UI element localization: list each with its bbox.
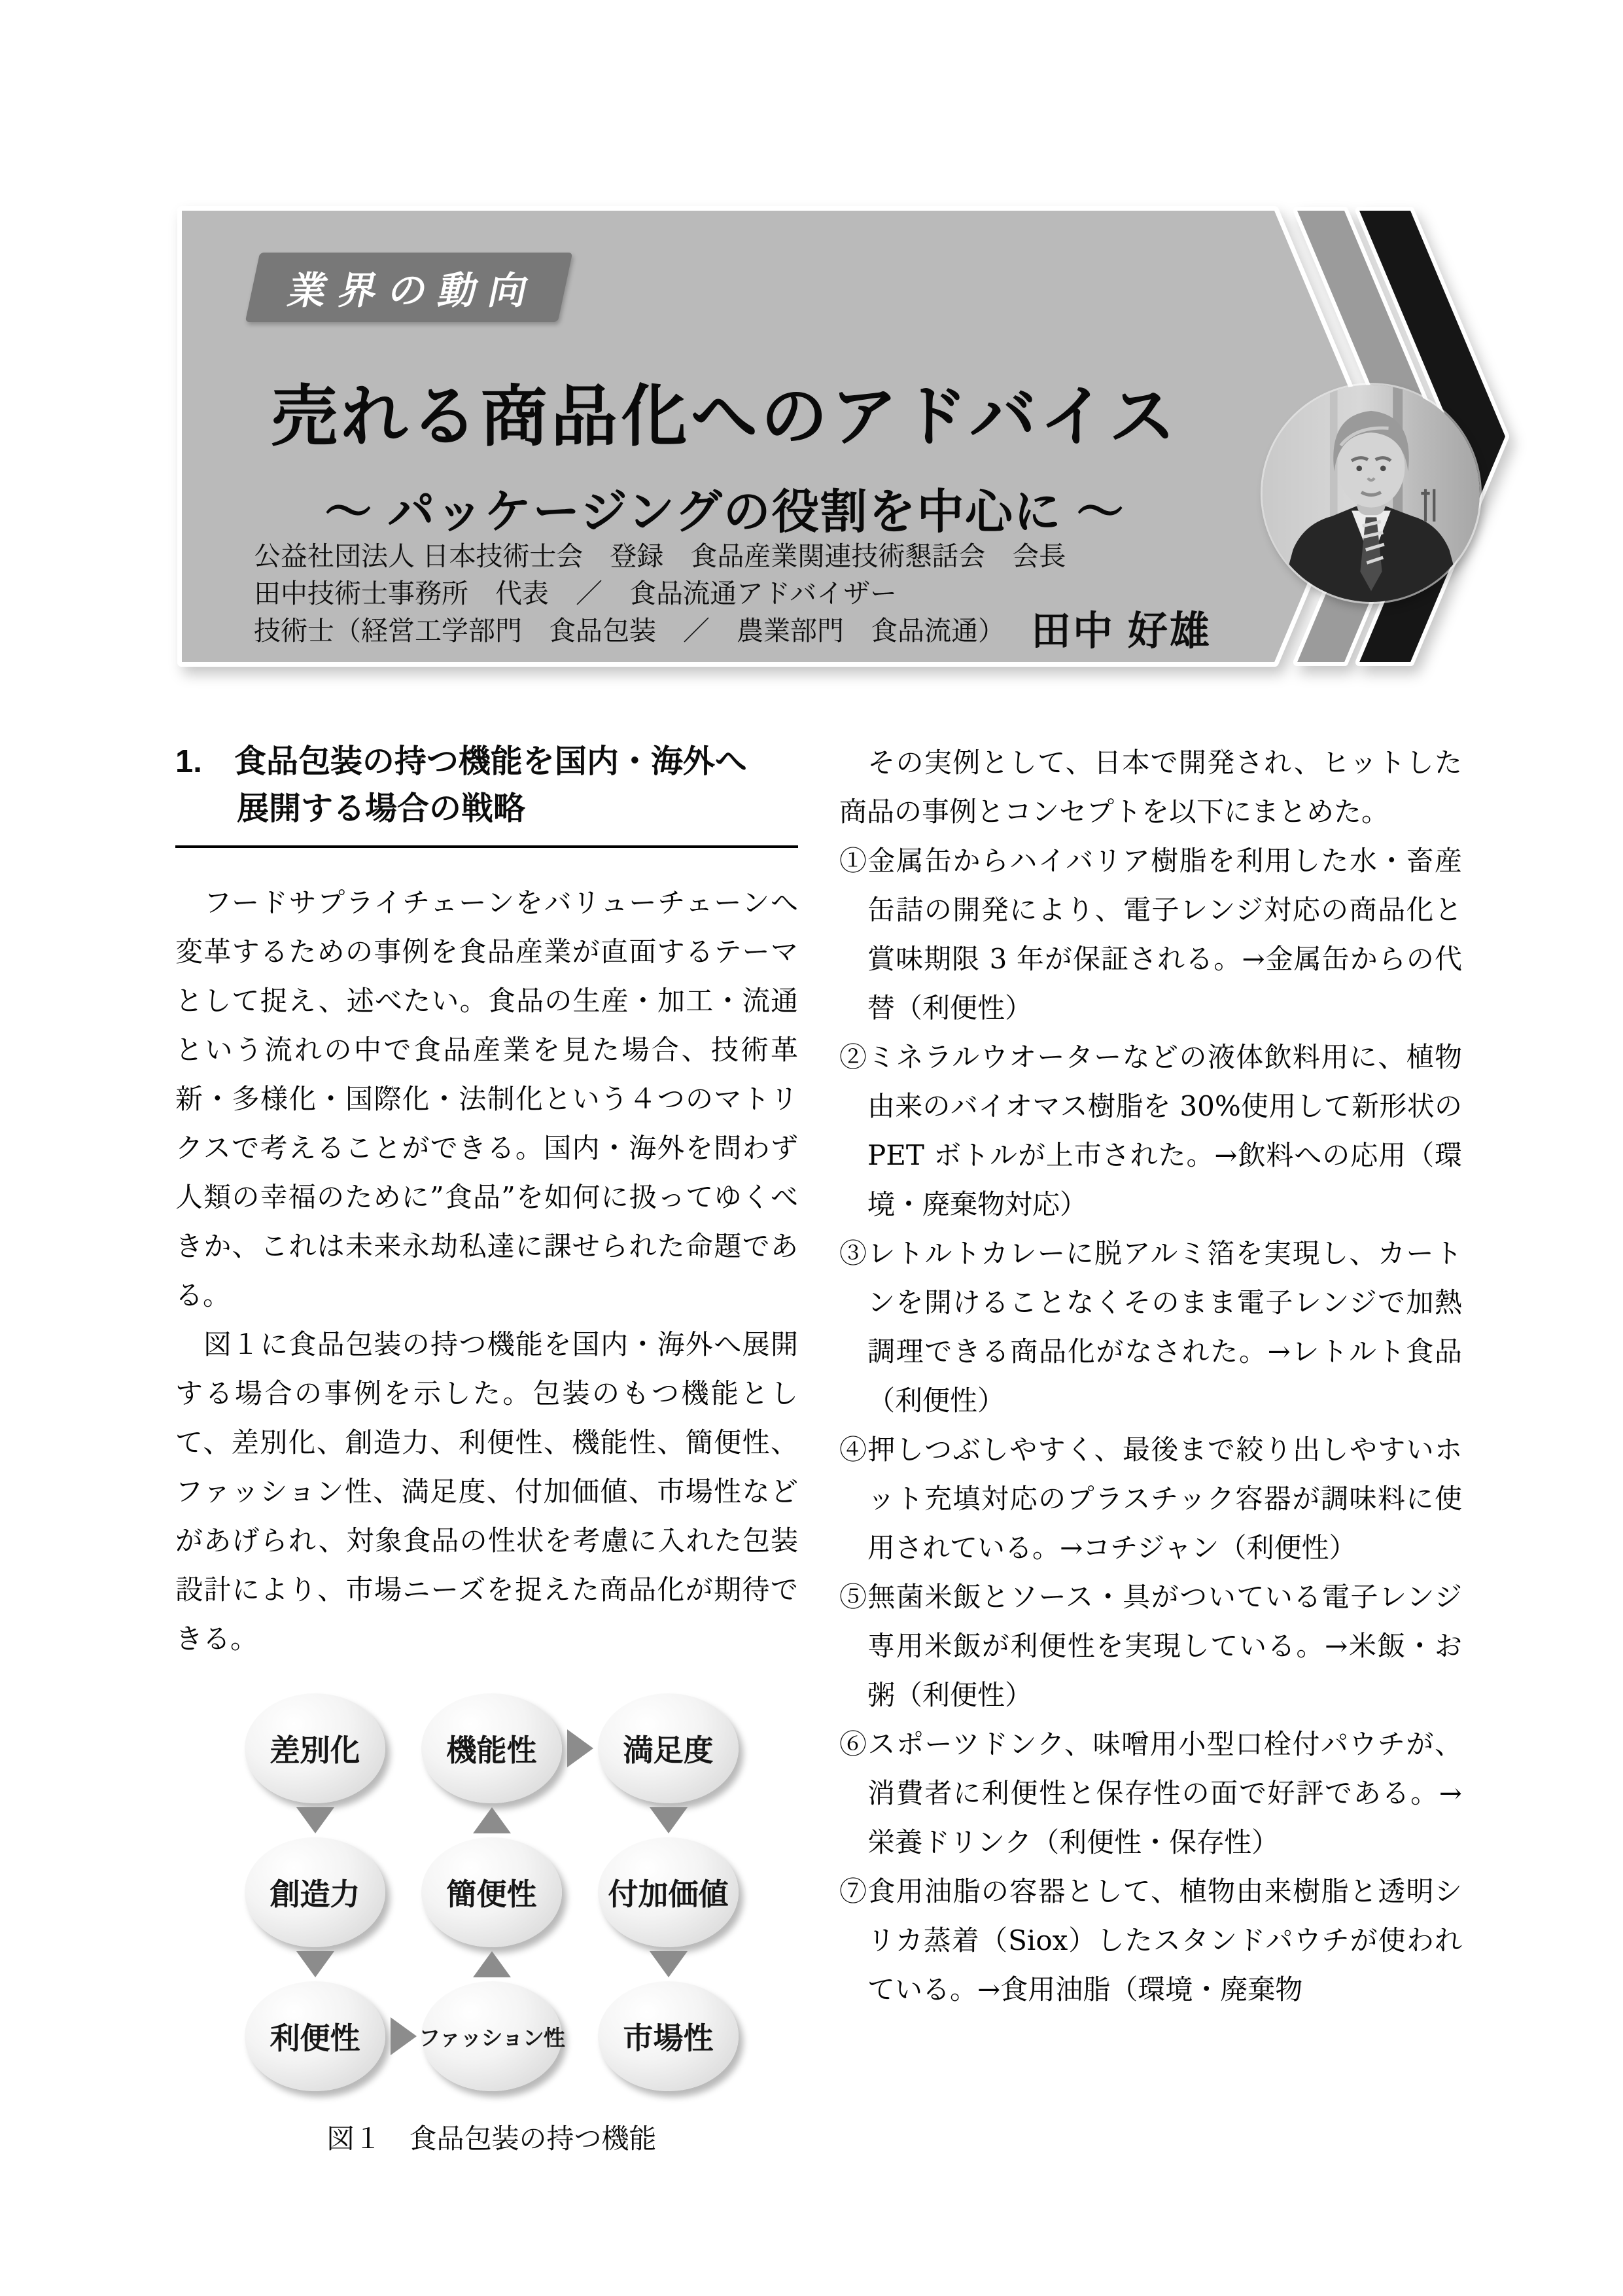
category-tag (245, 253, 573, 322)
section-heading-line1: 1. 食品包装の持つ機能を国内・海外へ (175, 744, 747, 779)
author-affiliation-line (254, 609, 1212, 653)
author-affiliation-line: 公益社団法人 日本技術士会 登録 食品産業関連技術懇話会 会長 (254, 541, 1066, 571)
arrow-right-icon (567, 1729, 593, 1767)
arrow-up-icon (473, 1951, 511, 1977)
author-affiliation-line: 田中技術士事務所 代表 ／ 食品流通アドバイザー (254, 578, 898, 609)
figure-node: ファッション性 (421, 1981, 562, 2091)
figure-node: 付加価値 (598, 1837, 739, 1947)
numbered-item: ③レトルトカレーに脱アルミ箔を実現し、カートンを開けることなくそのまま電子レンジで加熱調理できる商品化がなされた。→レトルト食品（利便性） (839, 1237, 1462, 1417)
figure-caption: 図１ 食品包装の持つ機能 (326, 2123, 657, 2155)
header-banner (182, 211, 1529, 662)
category-tag-label: 業界の動向 (284, 270, 544, 312)
article-subtitle: ～ パッケージングの役割を中心に ～ (324, 486, 1125, 539)
figure-node: 市場性 (598, 1981, 739, 2091)
right-column-body (839, 738, 1462, 2014)
left-column (175, 738, 798, 2157)
numbered-item: ⑦食用油脂の容器として、植物由来樹脂と透明シリカ蒸着（Siox）したスタンドパウチが使われている。→食用油脂（環境・廃棄物 (839, 1875, 1462, 2005)
arrow-down-icon (650, 1951, 688, 1977)
arrow-right-icon (391, 2017, 417, 2055)
figure-node: 満足度 (598, 1693, 739, 1803)
heading-rule (175, 845, 798, 848)
arrow-up-icon (473, 1807, 511, 1833)
figure-node: 利便性 (245, 1981, 385, 2091)
figure-node: 簡便性 (421, 1837, 562, 1947)
arrow-down-icon (296, 1807, 334, 1833)
section-heading (175, 738, 798, 832)
paragraph: その実例として、日本で開発され、ヒットした商品の事例とコンセプトを以下にまとめた。 (839, 747, 1462, 828)
paragraph: フードサプライチェーンをバリューチェーンへ変革するための事例を食品産業が直面するテーマとして捉え、述べたい。食品の生産・加工・流通という流れの中で食品産業を見た場合、技術革新・多様化・国際化・法制化という４つのマトリクスで考えることができる。国内・海外を問わず人類の幸福のために”食品”を如何に扱ってゆくべきか、これは未来永劫私達に課せられた命題である。 (175, 887, 798, 1311)
arrow-down-icon (650, 1807, 688, 1833)
section-heading-line2: 展開する場合の戦略 (237, 791, 526, 826)
author-block (254, 538, 1212, 653)
figure-node: 差別化 (245, 1693, 385, 1803)
author-portrait-photo (1263, 385, 1480, 602)
figure-node: 創造力 (245, 1837, 385, 1947)
figure-node: 機能性 (421, 1693, 562, 1803)
numbered-item: ④押しつぶしやすく、最後まで絞り出しやすいホット充填対応のプラスチック容器が調味料に使用されている。→コチジャン（利便性） (839, 1434, 1462, 1564)
numbered-item: ⑥スポーツドンク、味噌用小型口栓付パウチが、消費者に利便性と保存性の面で好評である。→栄養ドリンク（利便性・保存性） (839, 1728, 1462, 1858)
author-qualification: 技術士（経営工学部門 食品包装 ／ 農業部門 食品流通） (254, 616, 1005, 646)
paragraph: 図１に食品包装の持つ機能を国内・海外へ展開する場合の事例を示した。包装のもつ機能として、差別化、創造力、利便性、機能性、簡便性、ファッション性、満足度、付加価値、市場性などがあげられ、対象食品の性状を考慮に入れた包装設計により、市場ニーズを捉えた商品化が期待できる。 (175, 1328, 798, 1655)
figure-1 (245, 1693, 739, 2157)
numbered-item: ①金属缶からハイバリア樹脂を利用した水・畜産缶詰の開発により、電子レンジ対応の商品化と賞味期限 3 年が保証される。→金属缶からの代替（利便性） (839, 845, 1462, 1024)
article-title: 売れる商品化へのアドバイス (271, 380, 1179, 454)
arrow-down-icon (296, 1951, 334, 1977)
figure-node-grid (245, 1693, 739, 2091)
author-name: 田中 好雄 (1031, 609, 1212, 653)
numbered-item: ②ミネラルウオーターなどの液体飲料用に、植物由来のバイオマス樹脂を 30%使用して新形状の PET ボトルが上市された。→飲料への応用（環境・廃棄物対応） (839, 1041, 1462, 1220)
left-column-body (175, 878, 798, 1663)
numbered-item: ⑤無菌米飯とソース・具がついている電子レンジ専用米飯が利便性を実現している。→米飯・お粥（利便性） (839, 1581, 1462, 1711)
right-column (839, 738, 1462, 2014)
